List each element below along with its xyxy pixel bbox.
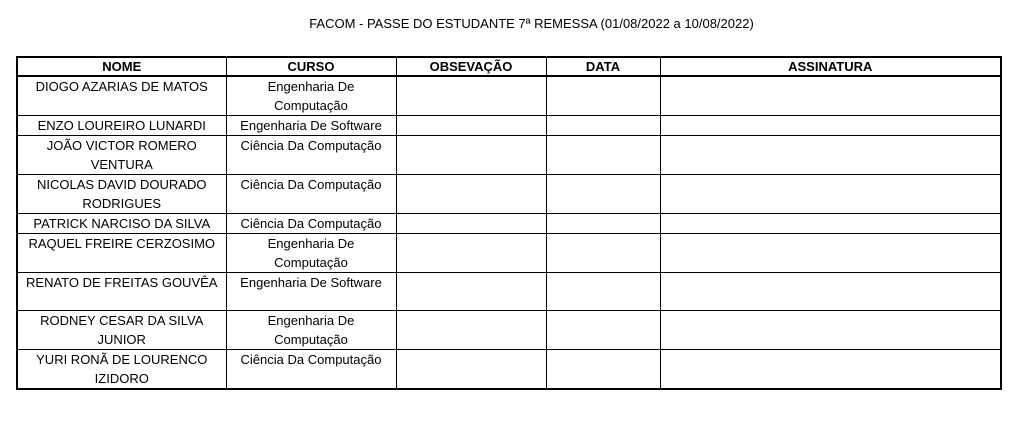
- cell-data[interactable]: [546, 76, 660, 116]
- cell-observacao[interactable]: [396, 350, 546, 390]
- table-row: [17, 234, 1001, 273]
- cell-assinatura[interactable]: [660, 350, 1001, 390]
- cell-data[interactable]: [546, 214, 660, 234]
- student-pass-table: [16, 56, 1002, 390]
- cell-nome: JOÃO VICTOR ROMERO VENTURA: [17, 136, 226, 175]
- table-row: [17, 350, 1001, 390]
- cell-data[interactable]: [546, 350, 660, 390]
- cell-curso: Ciência Da Computação: [226, 175, 396, 214]
- cell-curso: Engenharia De Computação: [226, 234, 396, 273]
- cell-assinatura[interactable]: [660, 136, 1001, 175]
- header-nome: NOME: [17, 57, 226, 76]
- cell-assinatura[interactable]: [660, 76, 1001, 116]
- cell-assinatura[interactable]: [660, 273, 1001, 311]
- table-row: [17, 311, 1001, 350]
- table-row: [17, 136, 1001, 175]
- cell-observacao[interactable]: [396, 76, 546, 116]
- cell-nome: ENZO LOUREIRO LUNARDI: [17, 116, 226, 136]
- cell-data[interactable]: [546, 311, 660, 350]
- cell-curso: Ciência Da Computação: [226, 136, 396, 175]
- cell-observacao[interactable]: [396, 136, 546, 175]
- cell-nome: DIOGO AZARIAS DE MATOS: [17, 76, 226, 116]
- cell-curso: Ciência Da Computação: [226, 350, 396, 390]
- header-observacao: OBSEVAÇÃO: [396, 57, 546, 76]
- document-title: FACOM - PASSE DO ESTUDANTE 7ª REMESSA (01/08/2022 a 10/08/2022): [309, 16, 754, 31]
- cell-nome: RENATO DE FREITAS GOUVÊA: [17, 273, 226, 311]
- cell-assinatura[interactable]: [660, 234, 1001, 273]
- table-row: [17, 214, 1001, 234]
- cell-observacao[interactable]: [396, 273, 546, 311]
- cell-assinatura[interactable]: [660, 214, 1001, 234]
- cell-observacao[interactable]: [396, 234, 546, 273]
- table-row: [17, 273, 1001, 311]
- cell-nome: RAQUEL FREIRE CERZOSIMO: [17, 234, 226, 273]
- cell-data[interactable]: [546, 273, 660, 311]
- table-row: [17, 175, 1001, 214]
- cell-observacao[interactable]: [396, 311, 546, 350]
- cell-curso: Engenharia De Software: [226, 273, 396, 311]
- header-data: DATA: [546, 57, 660, 76]
- cell-data[interactable]: [546, 116, 660, 136]
- cell-nome: NICOLAS DAVID DOURADO RODRIGUES: [17, 175, 226, 214]
- cell-observacao[interactable]: [396, 175, 546, 214]
- cell-curso: Engenharia De Software: [226, 116, 396, 136]
- table-row: [17, 116, 1001, 136]
- cell-assinatura[interactable]: [660, 311, 1001, 350]
- cell-curso: Ciência Da Computação: [226, 214, 396, 234]
- cell-curso: Engenharia De Computação: [226, 311, 396, 350]
- cell-nome: RODNEY CESAR DA SILVA JUNIOR: [17, 311, 226, 350]
- cell-data[interactable]: [546, 175, 660, 214]
- cell-data[interactable]: [546, 234, 660, 273]
- table-row: [17, 76, 1001, 116]
- cell-assinatura[interactable]: [660, 116, 1001, 136]
- cell-assinatura[interactable]: [660, 175, 1001, 214]
- cell-nome: PATRICK NARCISO DA SILVA: [17, 214, 226, 234]
- cell-observacao[interactable]: [396, 214, 546, 234]
- header-curso: CURSO: [226, 57, 396, 76]
- cell-data[interactable]: [546, 136, 660, 175]
- cell-curso: Engenharia De Computação: [226, 76, 396, 116]
- cell-nome: YURI RONÃ DE LOURENCO IZIDORO: [17, 350, 226, 390]
- cell-observacao[interactable]: [396, 116, 546, 136]
- header-assinatura: ASSINATURA: [660, 57, 1001, 76]
- table-header-row: [17, 57, 1001, 76]
